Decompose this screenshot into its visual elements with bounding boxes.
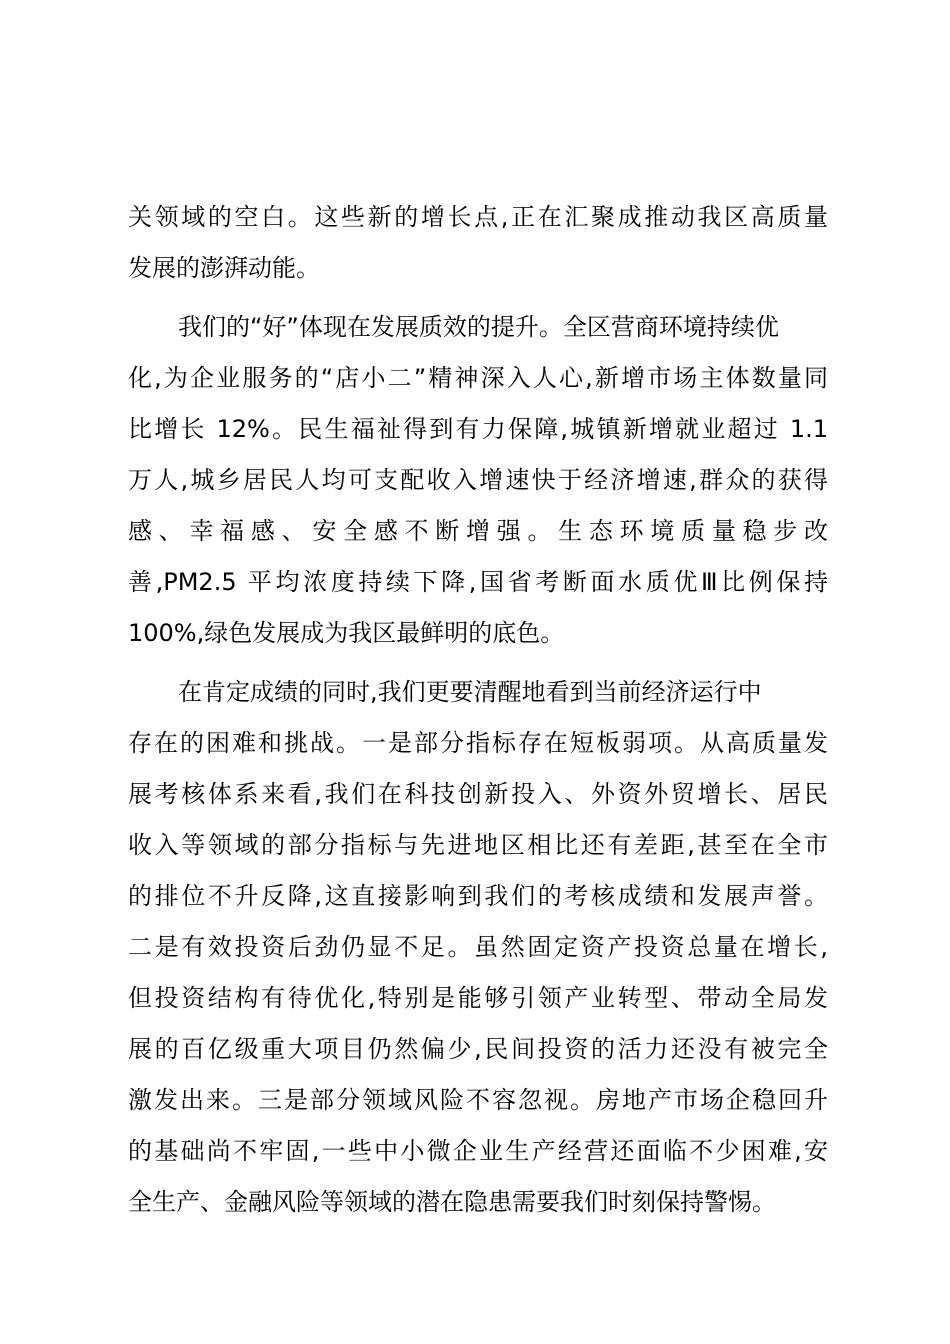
paragraph-line: 激发出来。三是部分领域风险不容忽视。房地产市场企稳回升 <box>128 1086 828 1114</box>
paragraph-3 <box>128 667 828 1228</box>
paragraph-line: 比增长 12%。民生福祉得到有力保障,城镇新增就业超过 1.1 <box>128 415 828 443</box>
body-text <box>128 192 828 1228</box>
paragraph-line: 万人,城乡居民人均可支配收入增速快于经济增速,群众的获得 <box>128 466 828 494</box>
paragraph-line: 全生产、金融风险等领域的潜在隐患需要我们时刻保持警惕。 <box>128 1188 776 1216</box>
paragraph-line: 存在的困难和挑战。一是部分指标存在短板弱项。从高质量发 <box>128 729 828 757</box>
paragraph-line: 关领域的空白。这些新的增长点,正在汇聚成推动我区高质量 <box>128 203 828 231</box>
paragraph-line: 善,PM2.5 平均浓度持续下降,国省考断面水质优Ⅲ比例保持 <box>128 568 828 596</box>
paragraph-line: 展的百亿级重大项目仍然偏少,民间投资的活力还没有被完全 <box>128 1035 828 1063</box>
paragraph-1 <box>128 192 828 294</box>
paragraph-line: 在肯定成绩的同时,我们更要清醒地看到当前经济运行中 <box>178 678 762 706</box>
paragraph-line: 的基础尚不牢固,一些中小微企业生产经营还面临不少困难,安 <box>128 1137 828 1165</box>
paragraph-line: 展考核体系来看,我们在科技创新投入、外资外贸增长、居民 <box>128 780 828 808</box>
paragraph-line: 收入等领域的部分指标与先进地区相比还有差距,甚至在全市 <box>128 831 828 859</box>
paragraph-line: 化,为企业服务的“店小二”精神深入人心,新增市场主体数量同 <box>128 364 828 392</box>
paragraph-line: 我们的“好”体现在发展质效的提升。全区营商环境持续优 <box>178 313 779 341</box>
paragraph-line: 发展的澎湃动能。 <box>128 254 320 282</box>
paragraph-line: 感、幸福感、安全感不断增强。生态环境质量稳步改 <box>128 517 828 545</box>
paragraph-line: 但投资结构有待优化,特别是能够引领产业转型、带动全局发 <box>128 984 828 1012</box>
paragraph-line: 100%,绿色发展成为我区最鲜明的底色。 <box>128 619 565 647</box>
paragraph-line: 二是有效投资后劲仍显不足。虽然固定资产投资总量在增长, <box>128 933 828 961</box>
paragraph-line: 的排位不升反降,这直接影响到我们的考核成绩和发展声誉。 <box>128 882 828 910</box>
paragraph-2 <box>128 302 828 659</box>
